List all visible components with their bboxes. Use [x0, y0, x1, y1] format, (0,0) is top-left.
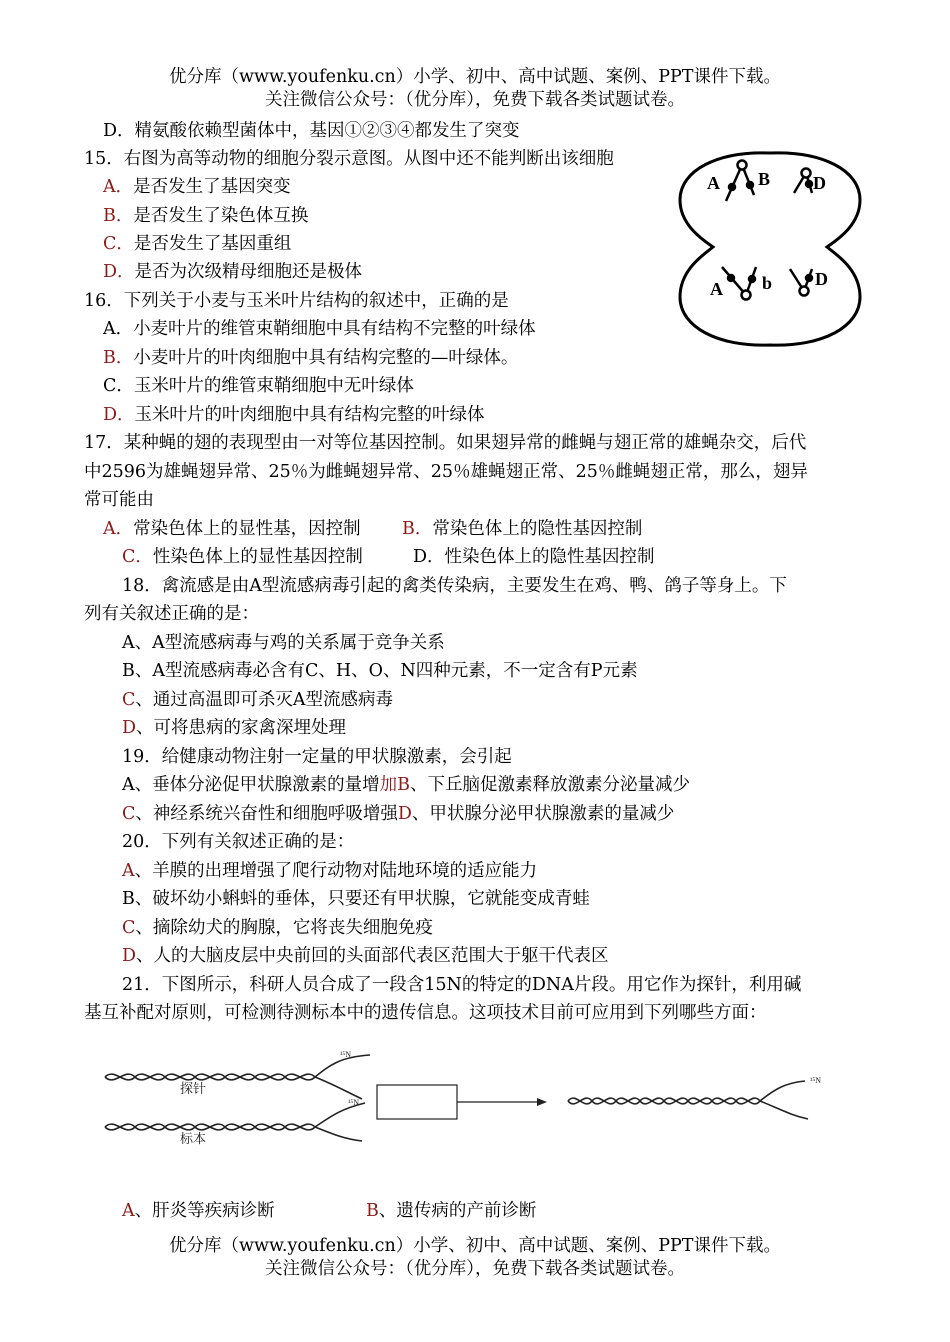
- option-letter: B．: [103, 348, 134, 368]
- arrow-head: [537, 1098, 547, 1106]
- q18-option-a: A、A型流感病毒与鸡的关系属于竞争关系: [122, 633, 445, 653]
- q16-option-c: C．玉米叶片的维管束鞘细胞中无叶绿体: [103, 376, 414, 396]
- q21-stem-line-2: 基互补配对原则，可检测待测标本中的遗传信息。这项技术目前可应用到下列哪些方面：: [84, 1003, 767, 1023]
- option-text: 、肝炎等疾病诊断: [134, 1201, 275, 1221]
- option-text: 、可将患病的家禽深埋处理: [136, 718, 347, 738]
- option-text-red: 加: [379, 775, 398, 795]
- isotope-label: ¹⁵N: [340, 1050, 351, 1059]
- option-letter: D: [122, 718, 137, 738]
- q17-stem-line-3: 常可能由: [84, 490, 154, 510]
- option-text: 、羊膜的出理增强了爬行动物对陆地环境的适应能力: [134, 861, 538, 881]
- option-text: 、摘除幼犬的胸腺，它将丧失细胞免疫: [135, 918, 433, 938]
- q21-option-a: [122, 1198, 275, 1224]
- q16-option-b: [103, 345, 518, 371]
- option-letter: C: [122, 690, 136, 710]
- option-letter: B．: [103, 206, 134, 226]
- option-text: 、通过高温即可杀灭A型流感病毒: [135, 690, 394, 710]
- option-text: 性染色体上的显性基因控制: [152, 547, 363, 567]
- option-letter: D．: [103, 262, 135, 282]
- probe-label: 探针: [180, 1081, 207, 1096]
- dna-probe-figure: [100, 1045, 840, 1145]
- q20-option-d: [122, 943, 609, 969]
- option-text: 是否发生了染色体互换: [133, 206, 309, 226]
- sample-label: 标本: [180, 1131, 207, 1145]
- q21-stem-line-1: 21．下图所示，科研人员合成了一段含15N的特定的DNA片段。用它作为探针，利用碱: [122, 975, 802, 995]
- option-letter: B．: [402, 519, 433, 539]
- q18-option-b: B、A型流感病毒必含有C、H、O、N四种元素，不一定含有P元素: [122, 661, 638, 681]
- option-letter: A: [122, 861, 135, 881]
- option-letter: C: [122, 804, 136, 824]
- q18-stem-line-2: 列有关叙述正确的是：: [84, 604, 259, 624]
- option-text: 、神经系统兴奋性和细胞呼吸增强: [135, 804, 398, 824]
- q17-option-d: D．性染色体上的隐性基因控制: [413, 547, 655, 567]
- option-text: 、遗传病的产前诊断: [378, 1201, 537, 1221]
- header-line-1: 优分库（www.youfenku.cn）小学、初中、高中试题、案例、PPT课件下载。: [169, 67, 781, 87]
- option-letter: C．: [122, 547, 153, 567]
- footer-line-2: 关注微信公众号：（优分库），免费下载各类试题试卷。: [265, 1259, 685, 1279]
- q20-option-c: [122, 915, 433, 941]
- option-letter: C．: [103, 234, 134, 254]
- q15-option-d: [103, 259, 362, 285]
- probe-strands: [105, 1055, 370, 1099]
- option-letter: A．: [103, 519, 134, 539]
- reaction-box: [377, 1085, 457, 1119]
- q16-option-d: [103, 402, 485, 428]
- q19-options-a-b: [122, 772, 690, 798]
- q17-option-c: [122, 544, 363, 570]
- q15-option-a: [103, 174, 291, 200]
- option-text: 是否发生了基因突变: [133, 177, 291, 197]
- footer-line-1: 优分库（www.youfenku.cn）小学、初中、高中试题、案例、PPT课件下载。: [169, 1236, 781, 1256]
- option-letter: A．: [103, 177, 134, 197]
- option-letter: D: [122, 946, 137, 966]
- q16-stem: 16．下列关于小麦与玉米叶片结构的叙述中，正确的是: [84, 291, 509, 311]
- q17-option-b: [402, 516, 642, 542]
- option-letter: A: [122, 1201, 135, 1221]
- q15-option-c: [103, 231, 291, 257]
- q20-option-b: B、破坏幼小蝌蚪的垂体，只要还有甲状腺，它就能变成青蛙: [122, 889, 590, 909]
- isotope-label: ¹⁵N: [348, 1098, 359, 1107]
- hybrid-strands: [568, 1081, 808, 1119]
- gene-label: B: [758, 169, 771, 189]
- option-text: 常染色体上的隐性基因控制: [432, 519, 643, 539]
- option-text: 、甲状腺分泌甲状腺激素的量减少: [411, 804, 675, 824]
- gene-label: D: [815, 269, 828, 289]
- q18-option-d: [122, 715, 346, 741]
- cell-division-figure: [672, 145, 868, 353]
- option-text: 是否为次级精母细胞还是极体: [134, 262, 363, 282]
- option-text: 小麦叶片的叶肉细胞中具有结构完整的—叶绿体。: [133, 348, 519, 368]
- q17-stem-line-1: 17．某种蝇的翅的表现型由一对等位基因控制。如果翅异常的雌蝇与翅正常的雄蝇杂交，后代: [84, 433, 807, 453]
- q16-option-a: A．小麦叶片的维管束鞘细胞中具有结构不完整的叶绿体: [103, 319, 536, 339]
- option-letter: B: [397, 775, 411, 795]
- isotope-label: ¹⁵N: [810, 1076, 821, 1085]
- q15-option-b: [103, 203, 308, 229]
- q20-option-a: [122, 858, 537, 884]
- option-letter: B: [366, 1201, 379, 1221]
- header-line-2: 关注微信公众号：（优分库），免费下载各类试题试卷。: [265, 90, 685, 110]
- q19-stem: 19．给健康动物注射一定量的甲状腺激素，会引起: [122, 747, 512, 767]
- option-text: 常染色体上的显性基，因控制: [133, 519, 361, 539]
- q17-option-a: [103, 516, 361, 542]
- option-text: 是否发生了基因重组: [133, 234, 292, 254]
- q20-stem: 20．下列有关叙述正确的是：: [122, 832, 355, 852]
- option-letter: D．: [103, 405, 135, 425]
- option-text: 、下丘脑促激素释放激素分泌量减少: [410, 775, 691, 795]
- option-text: 玉米叶片的叶肉细胞中具有结构完整的叶绿体: [134, 405, 485, 425]
- q15-stem: 15．右图为高等动物的细胞分裂示意图。从图中还不能判断出该细胞: [84, 149, 614, 169]
- gene-label: D: [813, 173, 826, 193]
- option-text: A、垂体分泌促甲状腺激素的量增: [122, 775, 380, 795]
- gene-label: A: [710, 279, 723, 299]
- q18-stem-line-1: 18．禽流感是由A型流感病毒引起的禽类传染病，主要发生在鸡、鸭、鸽子等身上。下: [122, 576, 787, 596]
- q18-option-c: [122, 687, 393, 713]
- q21-option-b: [366, 1198, 536, 1224]
- option-text: 、人的大脑皮层中央前回的头面部代表区范围大于躯干代表区: [136, 946, 609, 966]
- option-letter: D: [397, 804, 412, 824]
- q14-option-d: D．精氨酸依赖型菌体中，基因①②③④都发生了突变: [103, 121, 520, 141]
- sample-strands: [105, 1103, 365, 1141]
- q19-options-c-d: [122, 801, 674, 827]
- q17-stem-line-2: 中2596为雄蝇翅异常、25％为雌蝇翅异常、25％雄蝇翅正常、25％雌蝇翅正常，那么，翅异: [84, 462, 808, 482]
- gene-label: b: [762, 273, 773, 293]
- gene-label: A: [707, 173, 720, 193]
- option-letter: C: [122, 918, 136, 938]
